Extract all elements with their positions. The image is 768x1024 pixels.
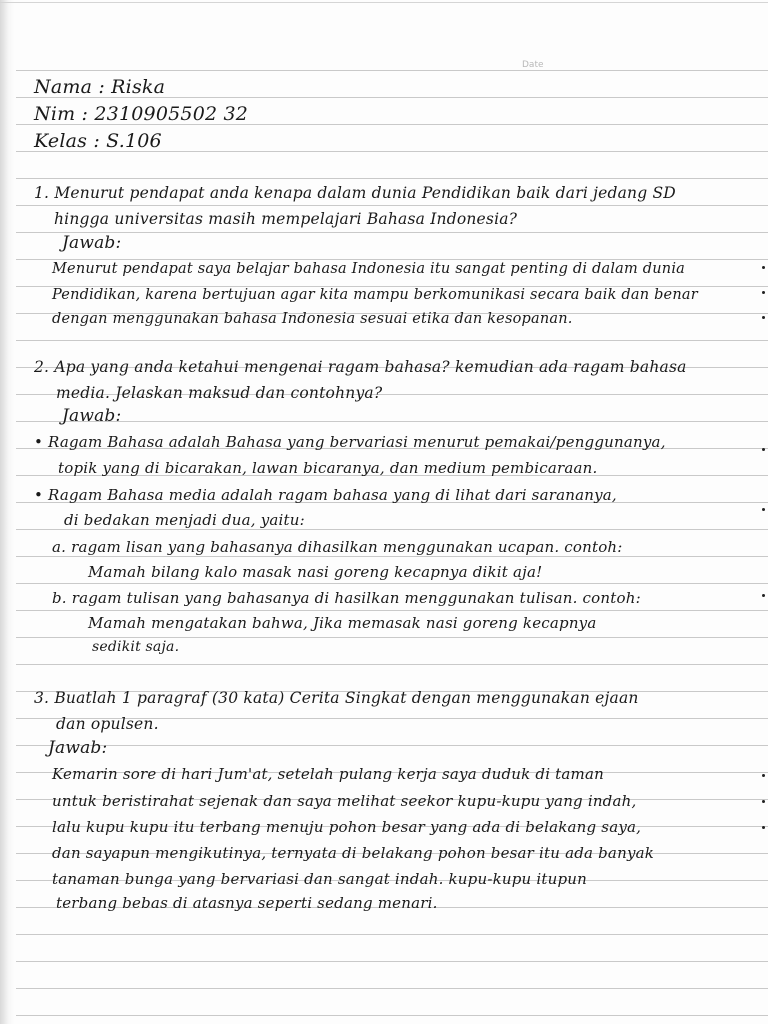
q2-sub-a-line: Mamah bilang kalo masak nasi goreng kecapnya dikit aja! (88, 563, 543, 581)
q3-answer-line: Kemarin sore di hari Jum'at, setelah pulang kerja saya duduk di taman (52, 765, 604, 783)
ruled-line (16, 934, 768, 935)
q1-question-line: 1. Menurut pendapat anda kenapa dalam dunia Pendidikan baik dari jedang SD (34, 184, 676, 202)
student-class: Kelas : S.106 (34, 130, 162, 152)
margin-mark (762, 448, 765, 451)
ruled-line (16, 70, 768, 71)
margin-mark (762, 316, 765, 319)
q1-answer-line: dengan menggunakan bahasa Indonesia sesuai etika dan kesopanan. (52, 311, 573, 327)
q3-answer-line: tanaman bunga yang bervariasi dan sangat indah. kupu-kupu itupun (52, 870, 587, 888)
margin-mark (762, 594, 765, 597)
q2-bullet-line: di bedakan menjadi dua, yaitu: (64, 511, 305, 529)
page-top-rule (0, 2, 768, 3)
q2-question-line: 2. Apa yang anda ketahui mengenai ragam bahasa? kemudian ada ragam bahasa (34, 358, 687, 376)
q2-bullet-line: • Ragam Bahasa adalah Bahasa yang bervariasi menurut pemakai/penggunanya, (34, 433, 666, 451)
ruled-line (16, 745, 768, 746)
ruled-line (16, 583, 768, 584)
q2-sub-b-line: sedikit saja. (92, 639, 180, 655)
q3-answer-label: Jawab: (48, 738, 108, 758)
ruled-line (16, 664, 768, 665)
q1-question-line: hingga universitas masih mempelajari Bahasa Indonesia? (54, 210, 518, 228)
q3-answer-line: terbang bebas di atasnya seperti sedang menari. (56, 894, 438, 912)
q1-answer-line: Menurut pendapat saya belajar bahasa Indonesia itu sangat penting di dalam dunia (52, 261, 686, 277)
student-name: Nama : Riska (34, 76, 166, 98)
margin-mark (762, 826, 765, 829)
q2-sub-a-line: a. ragam lisan yang bahasanya dihasilkan menggunakan ucapan. contoh: (52, 538, 623, 556)
date-field-mark: Date (522, 60, 544, 70)
q3-question-line: dan opulsen. (56, 715, 159, 733)
margin-mark (762, 774, 765, 777)
q3-answer-line: dan sayapun mengikutinya, ternyata di belakang pohon besar itu ada banyak (52, 844, 655, 862)
ruled-line (16, 340, 768, 341)
q2-bullet-line: • Ragam Bahasa media adalah ragam bahasa yang di lihat dari sarananya, (34, 486, 617, 504)
ruled-line (16, 205, 768, 206)
ruled-line (16, 232, 768, 233)
q3-answer-line: lalu kupu kupu itu terbang menuju pohon besar yang ada di belakang saya, (52, 818, 642, 836)
q2-sub-b-line: b. ragam tulisan yang bahasanya di hasilkan menggunakan tulisan. contoh: (52, 589, 641, 607)
ruled-line (16, 178, 768, 179)
margin-mark (762, 508, 765, 511)
ruled-line (16, 961, 768, 962)
q3-question-line: 3. Buatlah 1 paragraf (30 kata) Cerita Singkat dengan menggunakan ejaan (34, 689, 639, 707)
q1-answer-line: Pendidikan, karena bertujuan agar kita mampu berkomunikasi secara baik dan benar (52, 287, 698, 303)
ruled-line (16, 421, 768, 422)
ruled-line (16, 1015, 768, 1016)
q2-sub-b-line: Mamah mengatakan bahwa, Jika memasak nasi goreng kecapnya (88, 614, 597, 632)
q1-answer-label: Jawab: (62, 233, 122, 253)
q2-bullet-line: topik yang di bicarakan, lawan bicaranya, dan medium pembicaraan. (58, 459, 598, 477)
q3-answer-line: untuk beristirahat sejenak dan saya melihat seekor kupu-kupu yang indah, (52, 792, 637, 810)
margin-mark (762, 800, 765, 803)
q2-answer-label: Jawab: (62, 406, 122, 426)
page-edge-shadow (0, 0, 14, 1024)
student-nim: Nim : 2310905502 32 (34, 103, 249, 125)
ruled-line (16, 610, 768, 611)
q2-question-line: media. Jelaskan maksud dan contohnya? (56, 384, 383, 402)
ruled-line (16, 988, 768, 989)
margin-mark (762, 291, 765, 294)
margin-mark (762, 266, 765, 269)
